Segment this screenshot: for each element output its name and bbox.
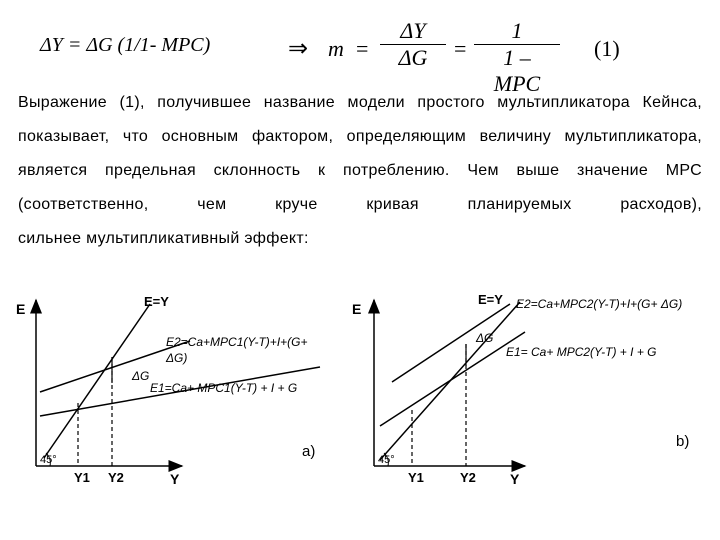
equation-number: (1) — [594, 36, 620, 61]
ratio-fraction — [380, 18, 446, 71]
graph-b — [352, 292, 689, 487]
graph-b-e-label: E — [352, 301, 362, 317]
explanation-paragraph — [18, 86, 702, 256]
graph-b-panel-label: b) — [676, 433, 690, 450]
graph-b-y-label: Y — [510, 471, 520, 487]
graph-a-e1-label: E1=Ca+ MPC1(Y-T) + I + G — [150, 381, 298, 395]
graph-a-panel-label: a) — [302, 443, 316, 460]
mpc-denominator: 1 – MPC — [493, 45, 541, 96]
implies-arrow: ⇒ — [288, 36, 309, 62]
graph-a-e2-label: E2=Ca+MPC1(Y-T)+I+(G+ — [166, 335, 308, 349]
ratio-denominator: ΔG — [398, 45, 428, 70]
graph-b-y2: Y2 — [460, 470, 476, 485]
equals-sign-2: = — [454, 36, 467, 61]
graph-a-eq-label: E=Y — [144, 294, 169, 309]
graph-b-e1-label: E1= Ca+ MPC2(Y-T) + I + G — [506, 345, 657, 359]
graph-b-angle: 45° — [378, 454, 395, 466]
graph-b-eq-label: E=Y — [478, 292, 503, 307]
graph-a-delta-g: ΔG — [132, 369, 150, 383]
graph-a-y2: Y2 — [108, 470, 124, 485]
ratio-numerator: ΔY — [380, 18, 446, 45]
graphs-figure — [0, 280, 720, 540]
graph-a-e-label: E — [16, 301, 26, 317]
paragraph-text: Выражение (1), получившее название модели простого мультипликатора Кейнса, показывает, что основным фактором, определяющим величину мультипликатора, является предельная склонность к потреблению. Чем выше значение МРС (соответственно, чем круче кривая планируемых расходов), — [18, 94, 702, 213]
graph-b-e1-line — [380, 332, 525, 426]
graph-b-e2-label: E2=Ca+MPC2(Y-T)+I+(G+ ΔG) — [516, 297, 683, 311]
graph-b-y1: Y1 — [408, 470, 424, 485]
multiplier-symbol: m — [328, 36, 344, 61]
graph-b-delta-g: ΔG — [476, 331, 494, 345]
graph-a-e2-label-cont: ΔG) — [166, 351, 188, 365]
paragraph-last-line: сильнее мультипликативный эффект: — [18, 230, 309, 247]
equals-sign: = — [356, 36, 369, 61]
graph-a-y-label: Y — [170, 471, 180, 487]
graph-a-angle: 45° — [40, 454, 57, 466]
mpc-numerator: 1 — [474, 18, 560, 45]
graph-a — [16, 294, 320, 487]
formula-delta-y: ΔY = ΔG (1/1- MPC) — [40, 34, 211, 56]
graph-a-y1: Y1 — [74, 470, 90, 485]
